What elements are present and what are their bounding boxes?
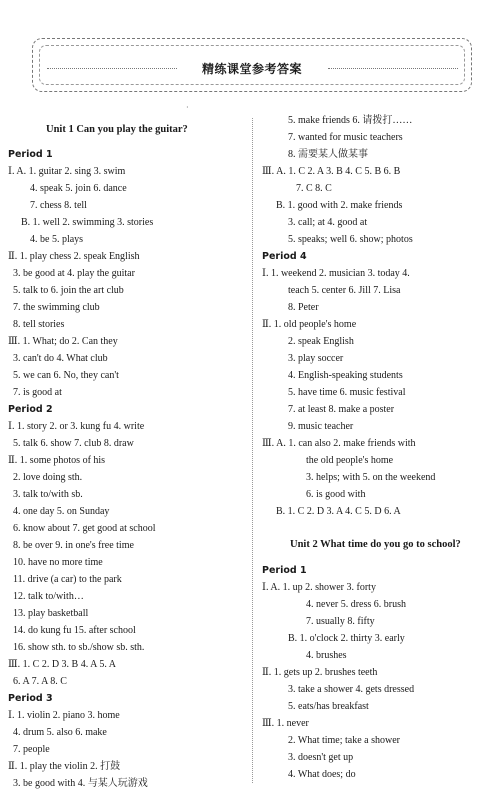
decorative-dot: ·: [186, 103, 189, 112]
answer-line: 3. talk to/with sb.: [13, 489, 83, 500]
answer-line: 4. speak 5. join 6. dance: [30, 183, 127, 194]
answer-line: 6. is good with: [306, 489, 366, 500]
answer-line: Ⅲ. A. 1. C 2. A 3. B 4. C 5. B 6. B: [262, 166, 401, 177]
answer-line: Ⅱ. 1. gets up 2. brushes teeth: [262, 667, 378, 678]
answer-line: 9. music teacher: [288, 421, 354, 432]
answer-line: 2. speak English: [288, 336, 354, 347]
answer-line: Ⅱ. 1. play the violin 2. 打鼓: [8, 761, 121, 772]
answer-line: Ⅲ. 1. What; do 2. Can they: [8, 336, 118, 347]
answer-line: Ⅰ. A. 1. up 2. shower 3. forty: [262, 582, 376, 593]
unit-heading: Unit 2 What time do you go to school?: [290, 539, 461, 550]
answer-line: Ⅲ. A. 1. can also 2. make friends with: [262, 438, 416, 449]
answer-line: B. 1. good with 2. make friends: [276, 200, 403, 211]
page-title: 精练课堂参考答案: [196, 60, 308, 77]
answer-line: Ⅱ. 1. play chess 2. speak English: [8, 251, 140, 262]
answer-line: 7. C 8. C: [296, 183, 332, 194]
answer-line: 2. love doing sth.: [13, 472, 83, 483]
banner-dotted-line-right: [328, 68, 458, 69]
period-heading: Period 4: [262, 251, 307, 262]
answer-line: 8. 需要某人做某事: [288, 149, 368, 160]
answer-line: 3. doesn't get up: [288, 752, 354, 763]
answer-line: 16. show sth. to sb./show sb. sth.: [13, 642, 145, 653]
answer-line: 4. drum 5. also 6. make: [13, 727, 107, 738]
answer-line: 8. be over 9. in one's free time: [13, 540, 134, 551]
answer-line: 8. tell stories: [13, 319, 65, 330]
answer-line: 7. is good at: [13, 387, 62, 398]
header-banner: [32, 38, 472, 92]
answer-line: 2. What time; take a shower: [288, 735, 401, 746]
answer-line: 7. wanted for music teachers: [288, 132, 403, 143]
unit-heading: Unit 1 Can you play the guitar?: [46, 124, 188, 135]
answer-line: 7. chess 8. tell: [30, 200, 87, 211]
answer-line: 4. English-speaking students: [288, 370, 403, 381]
answer-line: 5. make friends 6. 请拨打……: [288, 115, 413, 126]
answer-line: 5. speaks; well 6. show; photos: [288, 234, 413, 245]
period-heading: Period 1: [8, 149, 53, 160]
column-divider: [252, 118, 253, 783]
answer-line: 3. can't do 4. What club: [13, 353, 108, 364]
answer-line: 13. play basketball: [13, 608, 89, 619]
answer-line: 3. play soccer: [288, 353, 344, 364]
answer-line: Ⅰ. 1. weekend 2. musician 3. today 4.: [262, 268, 410, 279]
answer-line: Ⅲ. 1. C 2. D 3. B 4. A 5. A: [8, 659, 116, 670]
answer-line: 3. be good at 4. play the guitar: [13, 268, 135, 279]
answer-line: 3. helps; with 5. on the weekend: [306, 472, 436, 483]
answer-line: 4. brushes: [306, 650, 347, 661]
answer-line: 4. What does; do: [288, 769, 356, 780]
answer-line: 5. have time 6. music festival: [288, 387, 406, 398]
answer-line: 3. call; at 4. good at: [288, 217, 368, 228]
answer-line: 7. people: [13, 744, 50, 755]
answer-line: 6. A 7. A 8. C: [13, 676, 67, 687]
answer-line: 5. talk 6. show 7. club 8. draw: [13, 438, 134, 449]
answer-line: Ⅰ. A. 1. guitar 2. sing 3. swim: [8, 166, 126, 177]
answer-line: Ⅱ. 1. old people's home: [262, 319, 357, 330]
period-heading: Period 2: [8, 404, 53, 415]
answer-line: B. 1. well 2. swimming 3. stories: [21, 217, 154, 228]
answer-line: teach 5. center 6. Jill 7. Lisa: [288, 285, 401, 296]
answer-line: Ⅱ. 1. some photos of his: [8, 455, 106, 466]
answer-line: B. 1. C 2. D 3. A 4. C 5. D 6. A: [276, 506, 401, 517]
answer-line: 5. we can 6. No, they can't: [13, 370, 119, 381]
answer-line: 7. the swimming club: [13, 302, 100, 313]
answer-line: 5. eats/has breakfast: [288, 701, 369, 712]
answer-line: 11. drive (a car) to the park: [13, 574, 122, 585]
answer-line: 10. have no more time: [13, 557, 103, 568]
answer-line: 3. be good with 4. 与某人玩游戏: [13, 778, 148, 789]
answer-line: 4. one day 5. on Sunday: [13, 506, 110, 517]
answer-line: 5. talk to 6. join the art club: [13, 285, 124, 296]
answer-line: 7. usually 8. fifty: [306, 616, 375, 627]
answer-line: Ⅲ. 1. never: [262, 718, 309, 729]
period-heading: Period 3: [8, 693, 53, 704]
answer-line: B. 1. o'clock 2. thirty 3. early: [288, 633, 405, 644]
answer-line: 12. talk to/with…: [13, 591, 84, 602]
answer-line: Ⅰ. 1. story 2. or 3. kung fu 4. write: [8, 421, 145, 432]
answer-line: 4. never 5. dress 6. brush: [306, 599, 406, 610]
answer-line: the old people's home: [306, 455, 394, 466]
answer-line: 8. Peter: [288, 302, 319, 313]
answer-line: Ⅰ. 1. violin 2. piano 3. home: [8, 710, 120, 721]
banner-dotted-line-left: [47, 68, 177, 69]
answer-line: 7. at least 8. make a poster: [288, 404, 395, 415]
answer-line: 4. be 5. plays: [30, 234, 84, 245]
period-heading: Period 1: [262, 565, 307, 576]
answer-line: 3. take a shower 4. gets dressed: [288, 684, 415, 695]
answer-line: 14. do kung fu 15. after school: [13, 625, 136, 636]
answer-line: 6. know about 7. get good at school: [13, 523, 156, 534]
